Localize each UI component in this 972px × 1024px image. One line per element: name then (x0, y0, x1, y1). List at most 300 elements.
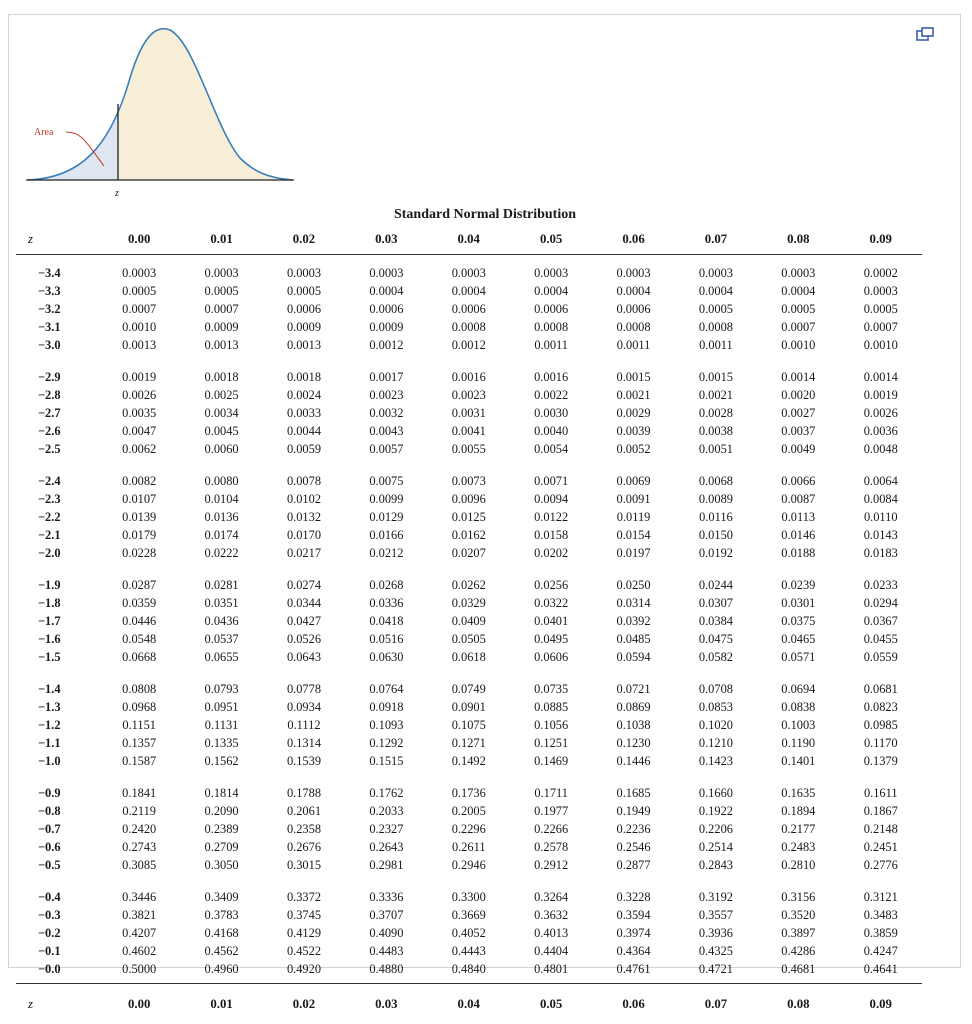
probability-cell: 0.0005 (180, 282, 262, 300)
probability-cell: 0.0059 (263, 440, 345, 463)
probability-cell: 0.0367 (840, 612, 922, 630)
probability-cell: 0.1314 (263, 734, 345, 752)
probability-cell: 0.0019 (840, 386, 922, 404)
probability-cell: 0.0681 (840, 671, 922, 698)
probability-cell: 0.2709 (180, 838, 262, 856)
probability-cell: 0.2420 (98, 820, 180, 838)
probability-cell: 0.0023 (345, 386, 427, 404)
probability-cell: 0.0885 (510, 698, 592, 716)
probability-cell: 0.1922 (675, 802, 757, 820)
probability-cell: 0.0764 (345, 671, 427, 698)
probability-cell: 0.1660 (675, 775, 757, 802)
probability-cell: 0.0505 (428, 630, 510, 648)
probability-cell: 0.0113 (757, 508, 839, 526)
probability-cell: 0.0026 (98, 386, 180, 404)
table-row (16, 359, 922, 386)
probability-cell: 0.0212 (345, 544, 427, 567)
probability-cell: 0.1841 (98, 775, 180, 802)
probability-cell: 0.0537 (180, 630, 262, 648)
probability-cell: 0.0351 (180, 594, 262, 612)
probability-cell: 0.0281 (180, 567, 262, 594)
probability-cell: 0.0011 (675, 336, 757, 359)
probability-cell: 0.0055 (428, 440, 510, 463)
probability-cell: 0.0233 (840, 567, 922, 594)
probability-cell: 0.4168 (180, 924, 262, 942)
probability-cell: 0.0011 (592, 336, 674, 359)
probability-cell: 0.0418 (345, 612, 427, 630)
probability-cell: 0.4483 (345, 942, 427, 960)
z-value-cell: −3.0 (16, 336, 98, 359)
probability-cell: 0.0012 (345, 336, 427, 359)
probability-cell: 0.0901 (428, 698, 510, 716)
probability-cell: 0.0188 (757, 544, 839, 567)
probability-cell: 0.1469 (510, 752, 592, 775)
probability-cell: 0.0122 (510, 508, 592, 526)
probability-cell: 0.3192 (675, 879, 757, 906)
probability-cell: 0.2206 (675, 820, 757, 838)
probability-cell: 0.0853 (675, 698, 757, 716)
probability-cell: 0.0007 (180, 300, 262, 318)
probability-cell: 0.2981 (345, 856, 427, 879)
probability-cell: 0.1977 (510, 802, 592, 820)
probability-cell: 0.0749 (428, 671, 510, 698)
probability-cell: 0.0006 (428, 300, 510, 318)
probability-cell: 0.3121 (840, 879, 922, 906)
probability-cell: 0.1190 (757, 734, 839, 752)
table-row (16, 612, 922, 630)
table-row (16, 802, 922, 820)
column-header: 0.06 (592, 224, 674, 255)
probability-cell: 0.1587 (98, 752, 180, 775)
probability-cell: 0.0003 (428, 255, 510, 283)
probability-cell: 0.0009 (345, 318, 427, 336)
probability-cell: 0.4013 (510, 924, 592, 942)
probability-cell: 0.0485 (592, 630, 674, 648)
table-row (16, 716, 922, 734)
probability-cell: 0.3859 (840, 924, 922, 942)
probability-cell: 0.0174 (180, 526, 262, 544)
probability-cell: 0.0239 (757, 567, 839, 594)
probability-cell: 0.1335 (180, 734, 262, 752)
probability-cell: 0.0005 (675, 300, 757, 318)
table-row (16, 942, 922, 960)
probability-cell: 0.3707 (345, 906, 427, 924)
probability-cell: 0.0129 (345, 508, 427, 526)
probability-cell: 0.0107 (98, 490, 180, 508)
probability-cell: 0.0094 (510, 490, 592, 508)
probability-cell: 0.2514 (675, 838, 757, 856)
probability-cell: 0.0934 (263, 698, 345, 716)
probability-cell: 0.1379 (840, 752, 922, 775)
probability-cell: 0.2236 (592, 820, 674, 838)
probability-cell: 0.4052 (428, 924, 510, 942)
probability-cell: 0.0036 (840, 422, 922, 440)
table-row (16, 924, 922, 942)
probability-cell: 0.2148 (840, 820, 922, 838)
probability-cell: 0.1492 (428, 752, 510, 775)
probability-cell: 0.0064 (840, 463, 922, 490)
probability-cell: 0.0158 (510, 526, 592, 544)
column-header: 0.00 (98, 224, 180, 255)
probability-cell: 0.0455 (840, 630, 922, 648)
probability-cell: 0.0016 (510, 359, 592, 386)
probability-cell: 0.0217 (263, 544, 345, 567)
probability-cell: 0.0038 (675, 422, 757, 440)
probability-cell: 0.4129 (263, 924, 345, 942)
probability-cell: 0.0021 (675, 386, 757, 404)
probability-cell: 0.0003 (180, 255, 262, 283)
probability-cell: 0.1814 (180, 775, 262, 802)
probability-cell: 0.0034 (180, 404, 262, 422)
column-footer: 0.05 (510, 984, 592, 1024)
probability-cell: 0.0052 (592, 440, 674, 463)
table-row (16, 775, 922, 802)
probability-cell: 0.0008 (592, 318, 674, 336)
z-column-footer: z (16, 984, 98, 1024)
probability-cell: 0.3783 (180, 906, 262, 924)
table-row (16, 960, 922, 984)
probability-cell: 0.2946 (428, 856, 510, 879)
probability-cell: 0.0013 (263, 336, 345, 359)
probability-cell: 0.0102 (263, 490, 345, 508)
probability-cell: 0.0012 (428, 336, 510, 359)
table-row (16, 879, 922, 906)
probability-cell: 0.0075 (345, 463, 427, 490)
probability-cell: 0.2912 (510, 856, 592, 879)
probability-cell: 0.0043 (345, 422, 427, 440)
probability-cell: 0.3156 (757, 879, 839, 906)
probability-cell: 0.0359 (98, 594, 180, 612)
probability-cell: 0.0003 (757, 255, 839, 283)
table-row (16, 440, 922, 463)
probability-cell: 0.0006 (592, 300, 674, 318)
probability-cell: 0.2005 (428, 802, 510, 820)
probability-cell: 0.4602 (98, 942, 180, 960)
z-value-cell: −2.5 (16, 440, 98, 463)
z-column-header: z (16, 224, 98, 255)
z-value-cell: −0.7 (16, 820, 98, 838)
probability-cell: 0.1020 (675, 716, 757, 734)
probability-cell: 0.0010 (98, 318, 180, 336)
probability-cell: 0.0007 (757, 318, 839, 336)
probability-cell: 0.4247 (840, 942, 922, 960)
probability-cell: 0.3015 (263, 856, 345, 879)
probability-cell: 0.4681 (757, 960, 839, 984)
probability-cell: 0.0136 (180, 508, 262, 526)
probability-cell: 0.0222 (180, 544, 262, 567)
probability-cell: 0.3300 (428, 879, 510, 906)
probability-cell: 0.2546 (592, 838, 674, 856)
z-value-cell: −2.3 (16, 490, 98, 508)
probability-cell: 0.1093 (345, 716, 427, 734)
z-value-cell: −0.2 (16, 924, 98, 942)
probability-cell: 0.0049 (757, 440, 839, 463)
probability-cell: 0.0594 (592, 648, 674, 671)
probability-cell: 0.0003 (592, 255, 674, 283)
probability-cell: 0.1762 (345, 775, 427, 802)
column-footer: 0.06 (592, 984, 674, 1024)
probability-cell: 0.1685 (592, 775, 674, 802)
probability-cell: 0.0037 (757, 422, 839, 440)
z-value-cell: −0.3 (16, 906, 98, 924)
probability-cell: 0.3085 (98, 856, 180, 879)
table-row (16, 820, 922, 838)
probability-cell: 0.0057 (345, 440, 427, 463)
probability-cell: 0.0250 (592, 567, 674, 594)
probability-cell: 0.0023 (428, 386, 510, 404)
probability-cell: 0.1635 (757, 775, 839, 802)
probability-cell: 0.4562 (180, 942, 262, 960)
probability-cell: 0.1736 (428, 775, 510, 802)
probability-cell: 0.0808 (98, 671, 180, 698)
probability-cell: 0.0294 (840, 594, 922, 612)
probability-cell: 0.2358 (263, 820, 345, 838)
probability-cell: 0.0008 (428, 318, 510, 336)
column-header: 0.08 (757, 224, 839, 255)
table-row (16, 648, 922, 671)
probability-cell: 0.0003 (345, 255, 427, 283)
probability-cell: 0.3372 (263, 879, 345, 906)
probability-cell: 0.0029 (592, 404, 674, 422)
probability-cell: 0.0329 (428, 594, 510, 612)
probability-cell: 0.0066 (757, 463, 839, 490)
probability-cell: 0.2177 (757, 820, 839, 838)
probability-cell: 0.1003 (757, 716, 839, 734)
probability-cell: 0.2776 (840, 856, 922, 879)
probability-cell: 0.0096 (428, 490, 510, 508)
column-footer: 0.02 (263, 984, 345, 1024)
probability-cell: 0.0028 (675, 404, 757, 422)
probability-cell: 0.2327 (345, 820, 427, 838)
z-value-cell: −1.1 (16, 734, 98, 752)
table-row (16, 544, 922, 567)
probability-cell: 0.0104 (180, 490, 262, 508)
probability-cell: 0.0005 (98, 282, 180, 300)
probability-cell: 0.0084 (840, 490, 922, 508)
column-header: 0.04 (428, 224, 510, 255)
z-table (16, 224, 922, 1024)
probability-cell: 0.1056 (510, 716, 592, 734)
probability-cell: 0.0062 (98, 440, 180, 463)
probability-cell: 0.1151 (98, 716, 180, 734)
table-row (16, 300, 922, 318)
z-value-cell: −2.2 (16, 508, 98, 526)
header-row (16, 224, 922, 255)
probability-cell: 0.0005 (840, 300, 922, 318)
probability-cell: 0.3557 (675, 906, 757, 924)
probability-cell: 0.1230 (592, 734, 674, 752)
probability-cell: 0.2061 (263, 802, 345, 820)
probability-cell: 0.0721 (592, 671, 674, 698)
probability-cell: 0.0655 (180, 648, 262, 671)
probability-cell: 0.0823 (840, 698, 922, 716)
probability-cell: 0.1210 (675, 734, 757, 752)
probability-cell: 0.2483 (757, 838, 839, 856)
probability-cell: 0.0268 (345, 567, 427, 594)
probability-cell: 0.0005 (757, 300, 839, 318)
probability-cell: 0.3821 (98, 906, 180, 924)
z-value-cell: −2.7 (16, 404, 98, 422)
probability-cell: 0.0021 (592, 386, 674, 404)
probability-cell: 0.1611 (840, 775, 922, 802)
z-value-cell: −2.4 (16, 463, 98, 490)
probability-cell: 0.2296 (428, 820, 510, 838)
probability-cell: 0.0183 (840, 544, 922, 567)
probability-cell: 0.3446 (98, 879, 180, 906)
probability-cell: 0.1515 (345, 752, 427, 775)
table-row (16, 856, 922, 879)
probability-cell: 0.0007 (98, 300, 180, 318)
probability-cell: 0.0516 (345, 630, 427, 648)
probability-cell: 0.4880 (345, 960, 427, 984)
probability-cell: 0.1357 (98, 734, 180, 752)
column-footer: 0.08 (757, 984, 839, 1024)
probability-cell: 0.0035 (98, 404, 180, 422)
z-value-cell: −0.4 (16, 879, 98, 906)
probability-cell: 0.0708 (675, 671, 757, 698)
probability-cell: 0.4522 (263, 942, 345, 960)
z-value-cell: −1.8 (16, 594, 98, 612)
probability-cell: 0.0401 (510, 612, 592, 630)
probability-cell: 0.0007 (840, 318, 922, 336)
probability-cell: 0.0004 (675, 282, 757, 300)
probability-cell: 0.4801 (510, 960, 592, 984)
probability-cell: 0.0571 (757, 648, 839, 671)
probability-cell: 0.0078 (263, 463, 345, 490)
probability-cell: 0.0003 (98, 255, 180, 283)
probability-cell: 0.2119 (98, 802, 180, 820)
probability-cell: 0.2033 (345, 802, 427, 820)
probability-cell: 0.0559 (840, 648, 922, 671)
probability-cell: 0.4960 (180, 960, 262, 984)
z-value-cell: −1.2 (16, 716, 98, 734)
probability-cell: 0.1949 (592, 802, 674, 820)
probability-cell: 0.0014 (757, 359, 839, 386)
probability-cell: 0.0039 (592, 422, 674, 440)
probability-cell: 0.2810 (757, 856, 839, 879)
probability-cell: 0.3745 (263, 906, 345, 924)
probability-cell: 0.3409 (180, 879, 262, 906)
probability-cell: 0.0392 (592, 612, 674, 630)
probability-cell: 0.0170 (263, 526, 345, 544)
probability-cell: 0.0643 (263, 648, 345, 671)
table-row (16, 386, 922, 404)
probability-cell: 0.0008 (510, 318, 592, 336)
probability-cell: 0.0427 (263, 612, 345, 630)
probability-cell: 0.0006 (345, 300, 427, 318)
probability-cell: 0.2877 (592, 856, 674, 879)
probability-cell: 0.1562 (180, 752, 262, 775)
probability-cell: 0.0004 (428, 282, 510, 300)
probability-cell: 0.0010 (757, 336, 839, 359)
probability-cell: 0.0006 (510, 300, 592, 318)
probability-cell: 0.0336 (345, 594, 427, 612)
probability-cell: 0.0143 (840, 526, 922, 544)
probability-cell: 0.0132 (263, 508, 345, 526)
probability-cell: 0.4286 (757, 942, 839, 960)
z-value-cell: −3.3 (16, 282, 98, 300)
probability-cell: 0.0287 (98, 567, 180, 594)
z-value-cell: −1.3 (16, 698, 98, 716)
probability-cell: 0.0154 (592, 526, 674, 544)
probability-cell: 0.0051 (675, 440, 757, 463)
probability-cell: 0.0044 (263, 422, 345, 440)
probability-cell: 0.0099 (345, 490, 427, 508)
table-row (16, 906, 922, 924)
probability-cell: 0.1038 (592, 716, 674, 734)
table-row (16, 404, 922, 422)
probability-cell: 0.0013 (98, 336, 180, 359)
probability-cell: 0.0008 (675, 318, 757, 336)
probability-cell: 0.0436 (180, 612, 262, 630)
normal-curve-figure (20, 18, 300, 208)
probability-cell: 0.0024 (263, 386, 345, 404)
table-row (16, 282, 922, 300)
probability-cell: 0.3936 (675, 924, 757, 942)
z-value-cell: −2.0 (16, 544, 98, 567)
probability-cell: 0.0197 (592, 544, 674, 567)
probability-cell: 0.1112 (263, 716, 345, 734)
probability-cell: 0.0027 (757, 404, 839, 422)
z-value-cell: −1.4 (16, 671, 98, 698)
probability-cell: 0.0244 (675, 567, 757, 594)
probability-cell: 0.0045 (180, 422, 262, 440)
probability-cell: 0.1401 (757, 752, 839, 775)
probability-cell: 0.1446 (592, 752, 674, 775)
probability-cell: 0.0838 (757, 698, 839, 716)
probability-cell: 0.0002 (840, 255, 922, 283)
probability-cell: 0.0384 (675, 612, 757, 630)
probability-cell: 0.0003 (840, 282, 922, 300)
probability-cell: 0.0009 (263, 318, 345, 336)
probability-cell: 0.0040 (510, 422, 592, 440)
probability-cell: 0.0179 (98, 526, 180, 544)
probability-cell: 0.0985 (840, 716, 922, 734)
popout-icon[interactable] (916, 27, 934, 43)
probability-cell: 0.0139 (98, 508, 180, 526)
z-value-cell: −3.4 (16, 255, 98, 283)
probability-cell: 0.0047 (98, 422, 180, 440)
probability-cell: 0.0089 (675, 490, 757, 508)
probability-cell: 0.0087 (757, 490, 839, 508)
z-value-cell: −1.0 (16, 752, 98, 775)
probability-cell: 0.1251 (510, 734, 592, 752)
probability-cell: 0.0116 (675, 508, 757, 526)
probability-cell: 0.0322 (510, 594, 592, 612)
probability-cell: 0.0080 (180, 463, 262, 490)
probability-cell: 0.0110 (840, 508, 922, 526)
probability-cell: 0.0668 (98, 648, 180, 671)
probability-cell: 0.0548 (98, 630, 180, 648)
probability-cell: 0.0003 (263, 255, 345, 283)
probability-cell: 0.0018 (180, 359, 262, 386)
probability-cell: 0.0068 (675, 463, 757, 490)
column-header: 0.05 (510, 224, 592, 255)
column-footer: 0.04 (428, 984, 510, 1024)
column-footer: 0.03 (345, 984, 427, 1024)
column-header: 0.01 (180, 224, 262, 255)
table-row (16, 336, 922, 359)
table-row (16, 526, 922, 544)
probability-cell: 0.3483 (840, 906, 922, 924)
probability-cell: 0.0003 (510, 255, 592, 283)
probability-cell: 0.3264 (510, 879, 592, 906)
probability-cell: 0.0018 (263, 359, 345, 386)
probability-cell: 0.0011 (510, 336, 592, 359)
probability-cell: 0.0495 (510, 630, 592, 648)
probability-cell: 0.0778 (263, 671, 345, 698)
probability-cell: 0.0301 (757, 594, 839, 612)
